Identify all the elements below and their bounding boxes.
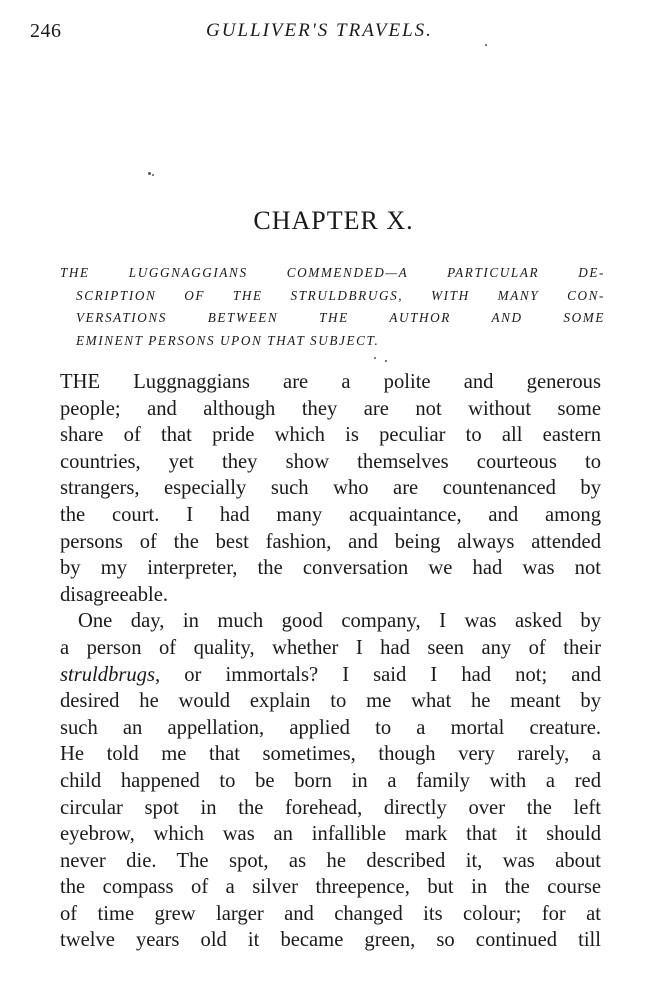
- page-number: 246: [30, 20, 62, 42]
- italic-term: struldbrugs,: [60, 663, 161, 686]
- body-line: the court. I had many acquaintance, and among: [60, 503, 601, 526]
- chapter-summary-line: SCRIPTION OF THE STRULDBRUGS, WITH MANY CON-: [76, 287, 605, 303]
- body-line: circular spot in the forehead, directly over the left: [60, 796, 601, 819]
- body-line: countries, yet they show themselves courteous to: [60, 450, 601, 473]
- body-line: [60, 662, 601, 689]
- body-line: One day, in much good company, I was asked by: [78, 610, 601, 633]
- body-line: strangers, especially such who are countenanced by: [60, 477, 601, 500]
- body-line: desired he would explain to me what he meant by: [60, 690, 601, 713]
- body-line: child happened to be born in a family with a red: [60, 769, 601, 792]
- scan-speck: [374, 357, 376, 359]
- body-line: eyebrow, which was an infallible mark that it should: [60, 823, 601, 846]
- body-line: of time grew larger and changed its colour; for at: [60, 902, 601, 925]
- body-line: people; and although they are not without some: [60, 397, 601, 420]
- page-header: [30, 20, 640, 52]
- body-line: such an appellation, applied to a mortal creature.: [60, 716, 601, 739]
- body-line: never die. The spot, as he described it, was about: [60, 849, 601, 872]
- body-text: [60, 369, 601, 954]
- body-line: He told me that sometimes, though very rarely, a: [60, 743, 601, 766]
- scan-speck: [385, 360, 387, 362]
- body-line: THE Luggnaggians are a polite and generous: [60, 371, 601, 393]
- chapter-summary-line: THE LUGGNAGGIANS COMMENDED—A PARTICULAR DE-: [60, 265, 605, 280]
- scan-speck: [148, 172, 151, 175]
- chapter-summary: [60, 262, 605, 352]
- chapter-heading: CHAPTER X.: [253, 206, 414, 235]
- scan-speck: [485, 44, 487, 46]
- chapter-summary-line: EMINENT PERSONS UPON THAT SUBJECT.: [76, 332, 380, 348]
- body-line: the compass of a silver threepence, but in the course: [60, 876, 601, 899]
- body-line-rest: or immortals? I said I had not; and: [184, 663, 601, 686]
- running-title: GULLIVER'S TRAVELS.: [206, 20, 433, 41]
- chapter-summary-line: VERSATIONS BETWEEN THE AUTHOR AND SOME: [76, 310, 605, 325]
- body-line: disagreeable.: [60, 583, 169, 606]
- body-line: a person of quality, whether I had seen any of their: [60, 636, 601, 659]
- body-line: persons of the best fashion, and being always attended: [60, 530, 601, 553]
- scan-speck: [152, 174, 154, 176]
- body-line: twelve years old it became green, so continued till: [60, 929, 601, 952]
- body-line: share of that pride which is peculiar to all eastern: [60, 424, 601, 447]
- body-line: by my interpreter, the conversation we had was not: [60, 557, 601, 580]
